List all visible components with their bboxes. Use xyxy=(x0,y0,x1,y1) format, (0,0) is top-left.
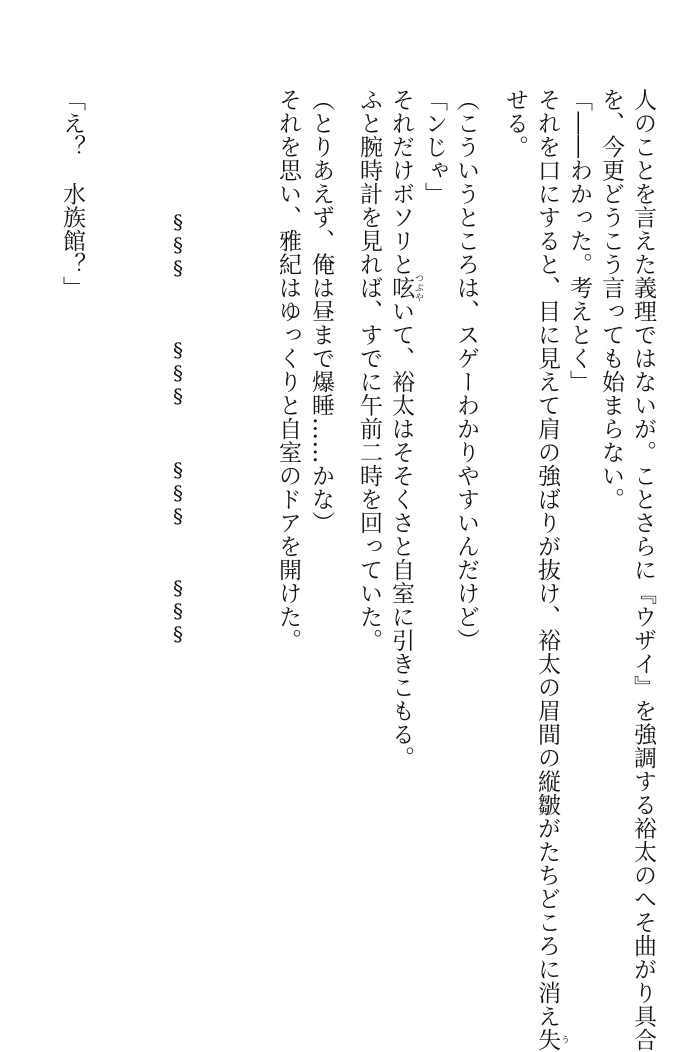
text-line-4-part-a: それを口にすると、目に見えて肩の強ばりが抜け、裕太の眉間の縦皺がたちどころに消え xyxy=(534,88,560,1028)
text-line-8-part-a: それだけボソリと xyxy=(388,88,414,276)
text-line-12: 「え？ 水族館？」 xyxy=(59,88,85,300)
ruby-ushinau-reading: う xyxy=(559,1028,569,1052)
text-line-10: （とりあえず、俺は昼まで爆睡……かな） xyxy=(308,88,334,535)
text-line-11: それを思い、雅紀はゆっくりと自室のドアを開けた。 xyxy=(275,88,301,652)
ruby-tsubuyaku xyxy=(388,273,423,302)
text-line-2: を、今更どうこう言っても始まらない。 xyxy=(598,88,624,511)
text-line-1: 人のことを言えた義理ではないが。ことさらに『ウザイ』を強調する裕太のへそ曲がり具合 xyxy=(630,88,656,1052)
text-line-9: ふと腕時計を見れば、すでに午前二時を回っていた。 xyxy=(356,88,382,652)
section-separator-2: §§§ xyxy=(166,338,190,407)
text-line-7: 「ンじゃ」 xyxy=(421,88,447,206)
section-separator-3: §§§ xyxy=(166,458,190,527)
text-line-5: せる。 xyxy=(502,88,528,159)
text-line-8 xyxy=(386,88,423,770)
text-line-3: 「――わかった。考えとく」 xyxy=(566,88,592,394)
ruby-ushinau xyxy=(534,1028,569,1052)
text-line-4 xyxy=(532,88,569,1052)
ruby-ushinau-base: 失 xyxy=(534,1028,560,1052)
ruby-tsubuyaku-base: 呟 xyxy=(388,273,414,302)
section-separator-4: §§§ xyxy=(166,576,190,645)
text-line-8-part-b: いて、裕太はそそくさと自室に引きこもる。 xyxy=(388,299,414,770)
text-line-6: （こういうところは、スゲーわかりやすいんだけど） xyxy=(453,88,479,652)
section-separator-1: §§§ xyxy=(166,210,190,279)
ruby-tsubuyaku-reading: つぶや xyxy=(413,273,423,302)
